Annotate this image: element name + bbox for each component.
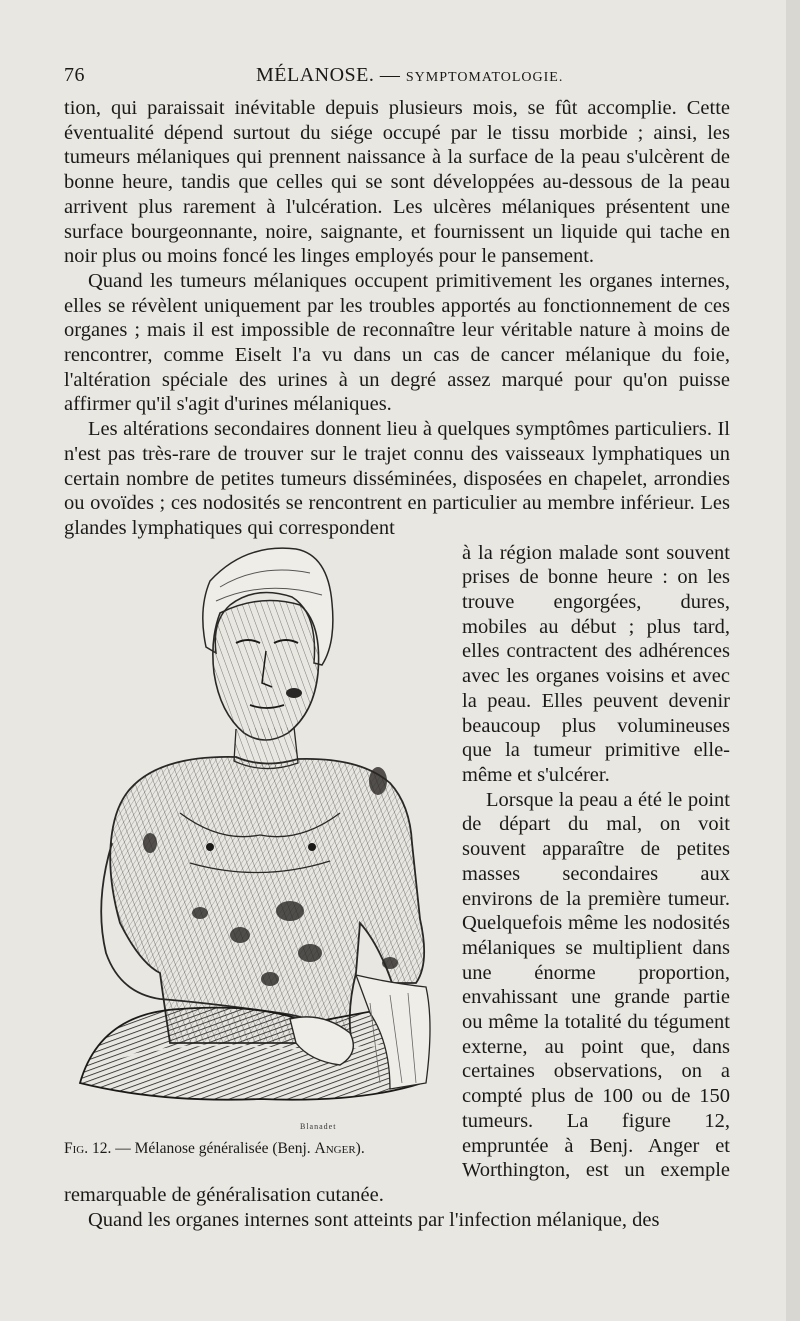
figure-12 [60, 543, 444, 1165]
figure-caption [64, 1137, 444, 1162]
paragraph-5: Quand les organes internes sont atteints par l'infection mélanique, des [88, 1208, 660, 1231]
paragraph-1: tion, qui paraissait inévitable depuis plusieurs mois, se fût accomplie. Cette éventualité dépend surtout du siége occupé par le tissu morbide ; ainsi, les tumeurs mélaniques qui prennent naissance à la surface de la peau s'ulcèrent de bonne heure, tandis que celles qui se sont développées au-dessous de la peau arrivent plus rarement à l'ulcération. Les ulcères mélaniques présentent une surface bourgeonnante, noire, saignante, et fournissent un liquide qui tache en noir plus ou moins foncé les linges employés pour le pansement. [64, 97, 730, 268]
paragraph-3: Les altérations secondaires donnent lieu à quelques symptômes particuliers. Il n'est pas très-rare de trouver sur le trajet connu des vaisseaux lymphatiques un certain nombre de petites tumeurs disséminées, disposées en chapelet, arrondies ou ovoïdes ; ces nodosités se rencontrent en particulier au membre inférieur. Les glandes lymphatiques qui correspondent [64, 418, 730, 539]
caption-end: ). [355, 1139, 365, 1157]
caption-author: Anger [314, 1139, 356, 1157]
running-title [256, 64, 563, 87]
paragraph-3-continued: à la région malade sont souvent prises de bonne heure : on les trouve engorgées, dures, mobiles au début ; plus tard, elles contractent des adhérences avec les organes voisins et avec la peau. Elles peuvent devenir beaucoup plus volumineuses que la tumeur primitive elle-même et s'ulcérer. [462, 541, 730, 786]
page-number: 76 [64, 64, 85, 86]
paragraph-2: Quand les tumeurs mélaniques occupent primitivement les organes internes, elles se révèlent uniquement par les troubles apportés au fonctionnement de ces organes ; mais il est impossible de reconnaître leur véritable nature à moins de rencontrer, comme Eiselt l'a vu dans un cas de cancer mélanique du foie, l'altération spéciale des urines à un degré assez marqué pour qu'on puisse affirmer qu'il s'agit d'urines mélaniques. [64, 269, 730, 416]
engraver-signature: Blanadet [300, 1121, 337, 1131]
caption-label: Fig. 12. [64, 1139, 112, 1157]
running-head [62, 64, 730, 90]
section-title: SYMPTOMATOLOGIE. [405, 70, 564, 85]
engraving-illustration [60, 543, 444, 1133]
chapter-title: MÉLANOSE. — [256, 64, 406, 86]
body-text [64, 96, 730, 1232]
caption-text: — Mélanose généralisée (Benj. [111, 1139, 315, 1157]
paragraph-4: Lorsque la peau a été le point de départ du mal, on voit souvent apparaître de petites masses secondaires aux environs de la première tumeur. Quelquefois même les nodosités mélaniques se multiplient dans une énorme proportion, envahissant une grande partie ou même la totalité du tégument externe, au point que, dans certaines observations, on a compté plus de 100 ou de 150 tumeurs. La figure 12, empruntée à Benj. Anger et Worthington, est un exemple remarquable de généralisation cutanée. [64, 788, 730, 1206]
